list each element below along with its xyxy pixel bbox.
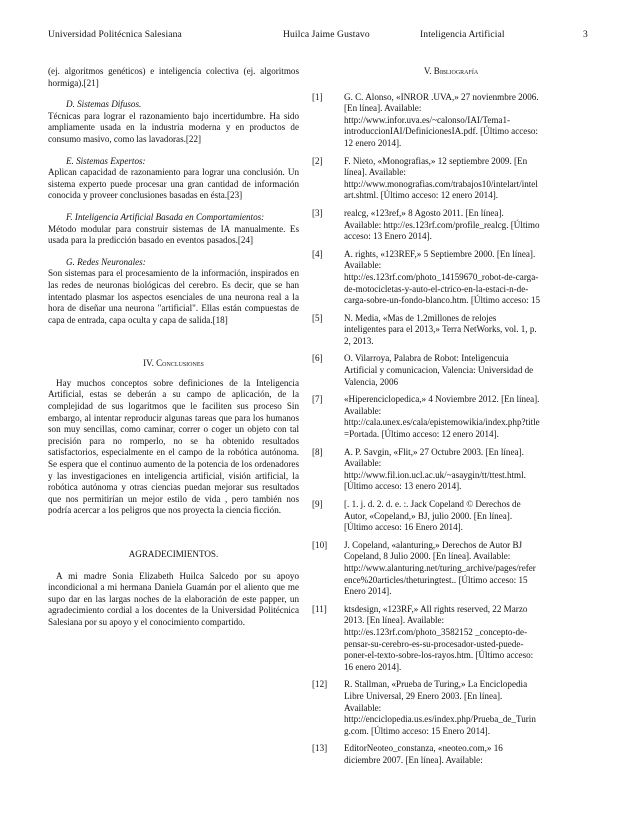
right-column — [312, 66, 580, 772]
reference-line: de-motocicletas-y-auto-el-ctrico-en-la-estaci-n-de- — [344, 283, 529, 294]
reference-line: Artificial y comunicacion, Valencia: Universidad de — [344, 365, 534, 376]
reference-number: [10] — [312, 539, 328, 550]
reference-line: EditorNeoteo_constanza, «neoteo.com,» 16 — [344, 743, 503, 754]
reference-line: [En línea]. Available: — [344, 103, 422, 114]
reference-text — [344, 249, 580, 307]
reference-line: «Hiperenciclopedica,» 4 Noviembre 2012. [En línea]. — [344, 394, 540, 405]
section-g-title: G. Redes Neuronales: — [66, 256, 146, 267]
reference-line: Valencia, 2006 — [344, 376, 399, 387]
agradecimientos-heading: AGRADECIMIENTOS. — [128, 549, 219, 559]
reference-number: [2] — [312, 155, 323, 166]
reference-item — [312, 540, 580, 598]
bibliografia-heading: V. Bibliografía — [423, 66, 479, 76]
reference-number: [4] — [312, 248, 323, 259]
reference-line: 2, 2013. — [344, 335, 374, 346]
reference-line: g.com. [Último acceso: 15 Enero 2014]. — [344, 725, 490, 736]
reference-text — [344, 92, 580, 150]
reference-text — [344, 353, 580, 388]
reference-line: Copeland, 8 Julio 2000. [En línea]. Available: — [344, 551, 511, 562]
reference-line: Available: — [344, 260, 382, 271]
reference-number: [9] — [312, 499, 323, 509]
conclusiones-text: Hay muchos conceptos sobre definiciones de la Inteligencia Artificial, estas se deberán a su campo de aplicación, de la complejidad de sus logaritmos que le faciliten sus proceso Sin embargo, al intentar reproducir algunas tareas que para los humanos son muy sencillas, como caminar, correr o coger un objeto con tal precisión para no romperlo, no se ha obtenido resultados satisfactorios, especialmente en el campo de la robótica autónoma. Se espera que el continuo aumento de la potencia de los ordenadores y las investigaciones en inteligencia artificial, visión artificial, la robótica autónoma y otras ciencias puedan mejorar sus resultados que nos permitirían un mejor estilo de vida , pero también nos podría acercar a los peligros que nos proyecta la ciencia ficción. — [48, 377, 299, 516]
reference-item — [312, 447, 580, 493]
reference-text — [344, 394, 580, 440]
reference-line: http://www.alanturing.net/turing_archive/pages/refer — [344, 562, 536, 573]
reference-item — [312, 92, 580, 150]
agradecimientos-text: A mi madre Sonia Elizabeth Huilca Salcedo por su apoyo incondicional a mi hermana Daniela Guamán por el aliento que me supo dar en las largas noches de la elaboración de este papper, un agradecimiento cordial a los docentes de la Universidad Politécnica Salesiana por su apoyo y el conocimiento compartido. — [48, 570, 299, 627]
reference-line: línea]. Available: — [344, 167, 406, 178]
reference-item — [312, 208, 580, 243]
reference-line: 2013. [En línea]. Available: — [344, 615, 445, 626]
reference-line: [Último acceso: 16 Enero 2014]. — [344, 522, 463, 533]
reference-line: [Último acceso: 13 enero 2014]. — [344, 481, 462, 492]
reference-line: art.shtml. [Último acceso: 12 enero 2014]. — [344, 190, 499, 201]
reference-text — [344, 313, 580, 348]
reference-item — [312, 499, 580, 534]
reference-line: realcg, «123ref,» 8 Agosto 2011. [En línea]. — [344, 207, 504, 218]
reference-number: [5] — [312, 312, 323, 323]
reference-line: Available: — [344, 702, 382, 713]
reference-number: [3] — [312, 207, 323, 218]
reference-text — [344, 499, 580, 534]
reference-text — [344, 540, 580, 598]
reference-line: G. C. Alonso, «INROR .UVA,» 27 novienmbre 2006. — [344, 91, 539, 102]
reference-line: A. P. Savgin, «Flit,» 27 Octubre 2003. [En línea]. — [344, 446, 524, 457]
reference-line: http://es.123rf.com/photo_14159670_robot-de-carga- — [344, 271, 539, 282]
reference-line: introduccionIAI/DefinicionesIA.pdf. [Último acceso: — [344, 126, 538, 137]
reference-line: inteligentes para el 2013,» Terra NetWorks, vol. 1, p. — [344, 324, 537, 335]
reference-text — [344, 156, 580, 202]
reference-line: 12 enero 2014]. — [344, 137, 402, 148]
reference-line: J. Copeland, «alanturing,» Derechos de Autor BJ — [344, 539, 523, 550]
section-e-text: Aplican capacidad de razonamiento para lograr una conclusión. Un sistema experto puede procesar una gran cantidad de información conocida y proveer conclusiones basadas en ésta.[23] — [48, 167, 299, 201]
reference-item — [312, 353, 580, 388]
reference-item — [312, 394, 580, 440]
reference-line: Available: — [344, 405, 382, 416]
reference-line: R. Stallman, «Prueba de Turing,» La Enciclopedia — [344, 679, 528, 690]
section-f-title: F. Inteligencia Artificial Basada en Comportamientos: — [66, 211, 265, 222]
section-d-title: D. Sistemas Difusos. — [66, 99, 142, 110]
reference-line: diciembre 2007. [En línea]. Available: — [344, 754, 483, 765]
reference-number: [12] — [312, 679, 328, 690]
section-g-text: Son sistemas para el procesamiento de la información, inspirados en las redes de neuronas biológicas del cerebro. Es decir, que se han intentado plasmar los aspectos esenciales de una neurona real a la hora de diseñar una neurona "artificial". Ellas están compuestas de capa de entrada, capa oculta y capa de salida.[18] — [48, 268, 299, 325]
section-f-text: Método modular para construir sistemas de IA manualmente. Es usada para la predicción basado en eventos pasados.[24] — [48, 223, 299, 246]
reference-line: Available: — [344, 458, 382, 469]
reference-line: A. rights, «123REF,» 5 Septiembre 2000. [En línea]. — [344, 248, 536, 259]
reference-text — [344, 208, 580, 243]
left-column — [48, 66, 299, 629]
reference-line: http://cala.unex.es/cala/epistemowikia/index.php?title — [344, 417, 540, 428]
reference-item — [312, 743, 580, 766]
section-e-title: E. Sistemas Expertos: — [66, 155, 146, 166]
reference-line: http://es.123rf.com/photo_3582152 _concepto-de- — [344, 626, 528, 637]
reference-item — [312, 156, 580, 202]
reference-list — [312, 92, 580, 767]
reference-line: ence%20articles/theturingtest.. [Último acceso: 15 — [344, 574, 528, 585]
conclusiones-heading: IV. Conclusiones — [143, 358, 204, 369]
header-author: Huilca Jaime Gustavo — [283, 29, 370, 40]
intro-paragraph: (ej. algoritmos genéticos) e inteligencia colectiva (ej. algoritmos hormiga).[21] — [48, 66, 299, 88]
reference-text — [344, 447, 580, 493]
reference-text — [344, 679, 580, 737]
reference-line: http://www.fil.ion.ucl.ac.uk/~asaygin/tt/ttest.html. — [344, 469, 526, 480]
reference-line: pensar-su-cerebro-es-su-procesador-usted-puede- — [344, 638, 524, 649]
reference-text — [344, 604, 580, 674]
reference-line: [. 1. j. d. 2. d. e. :. Jack Copeland © Derechos de — [344, 499, 521, 509]
reference-line: http://enciclopedia.us.es/index.php/Prueba_de_Turin — [344, 714, 536, 725]
reference-line: acceso: 13 Enero 2014]. — [344, 231, 432, 242]
reference-line: http://www.infor.uva.es/~calonso/IAI/Tema1- — [344, 114, 511, 125]
reference-line: Enero 2014]. — [344, 586, 392, 597]
reference-line: http://www.monografias.com/trabajos10/intelart/intel — [344, 178, 538, 189]
reference-line: 16 enero 2014]. — [344, 661, 402, 672]
header-page-number: 3 — [583, 29, 588, 40]
reference-item — [312, 249, 580, 307]
reference-number: [11] — [312, 603, 327, 614]
reference-number: [13] — [312, 743, 328, 754]
reference-number: [8] — [312, 446, 323, 457]
reference-item — [312, 604, 580, 674]
header-subject: Inteligencia Artificial — [420, 29, 505, 40]
section-d-text: Técnicas para lograr el razonamiento bajo incertidumbre. Ha sido ampliamente usada en la industria moderna y en productos de consumo masivo, como las lavadoras.[22] — [48, 110, 299, 144]
reference-number: [1] — [312, 91, 323, 102]
reference-number: [6] — [312, 353, 323, 364]
reference-item — [312, 313, 580, 348]
reference-line: N. Media, «Mas de 1.2millones de relojes — [344, 312, 497, 323]
reference-line: F. Nieto, «Monografias,» 12 septiembre 2009. [En — [344, 155, 528, 166]
reference-line: Available: http://es.123rf.com/profile_realcg. [Último — [344, 219, 540, 230]
reference-text — [344, 743, 580, 766]
reference-line: poner-el-texto-sobre-los-rayos.htm. [Último acceso: — [344, 650, 534, 661]
reference-line: =Portada. [Último acceso: 12 enero 2014]. — [344, 429, 499, 440]
reference-item — [312, 679, 580, 737]
reference-line: Autor, «Copeland,» BJ, julio 2000. [En línea]. — [344, 510, 513, 521]
reference-number: [7] — [312, 394, 323, 405]
reference-line: carga-sobre-un-fondo-blanco.htm. [Último acceso: 15 — [344, 295, 541, 306]
reference-line: ktsdesign, «123RF,» All rights reserved, 22 Marzo — [344, 603, 528, 614]
header-institution: Universidad Politécnica Salesiana — [48, 29, 182, 40]
reference-line: O. Vilarroya, Palabra de Robot: Inteligencuia — [344, 353, 509, 364]
reference-line: Libre Universal, 29 Enero 2003. [En línea]. — [344, 690, 503, 701]
